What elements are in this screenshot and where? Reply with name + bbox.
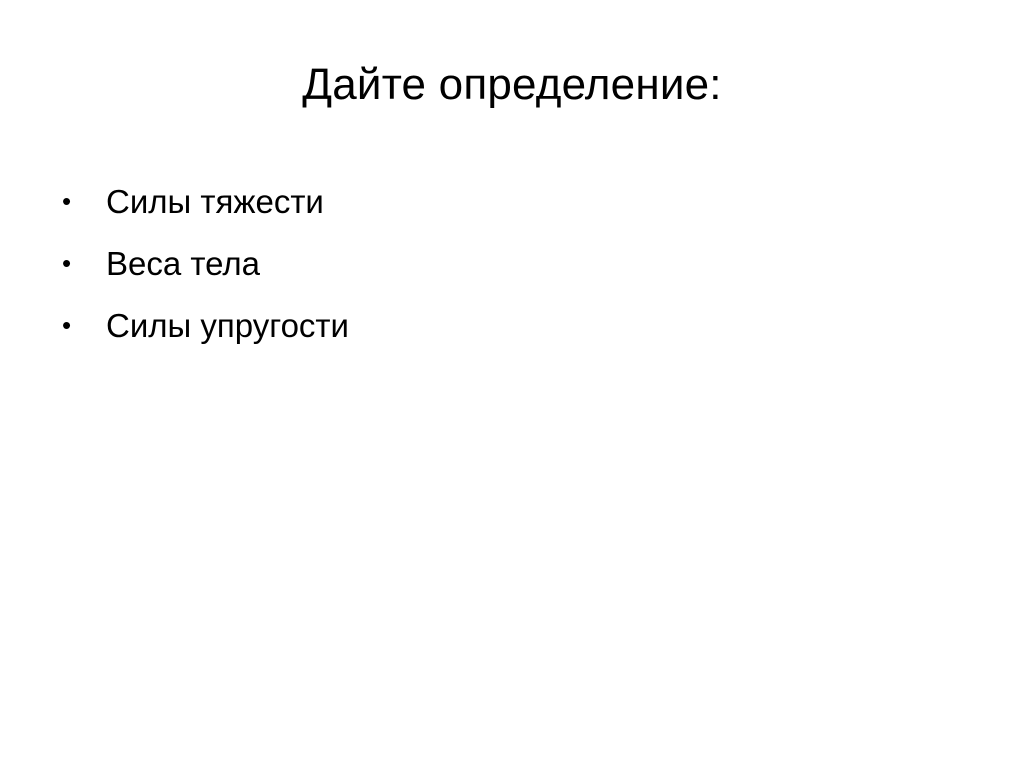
list-item-label: Силы упругости [106,307,349,344]
bullet-icon: • [62,186,72,216]
bullet-icon: • [62,248,72,278]
list-item [56,247,956,280]
list-item-label: Силы тяжести [106,183,324,220]
page-title: Дайте определение: [302,60,722,110]
bullet-icon: • [62,310,72,340]
list-item-label: Веса тела [106,245,260,282]
bullet-list [56,185,956,371]
list-item [56,309,956,342]
list-item [56,185,956,218]
